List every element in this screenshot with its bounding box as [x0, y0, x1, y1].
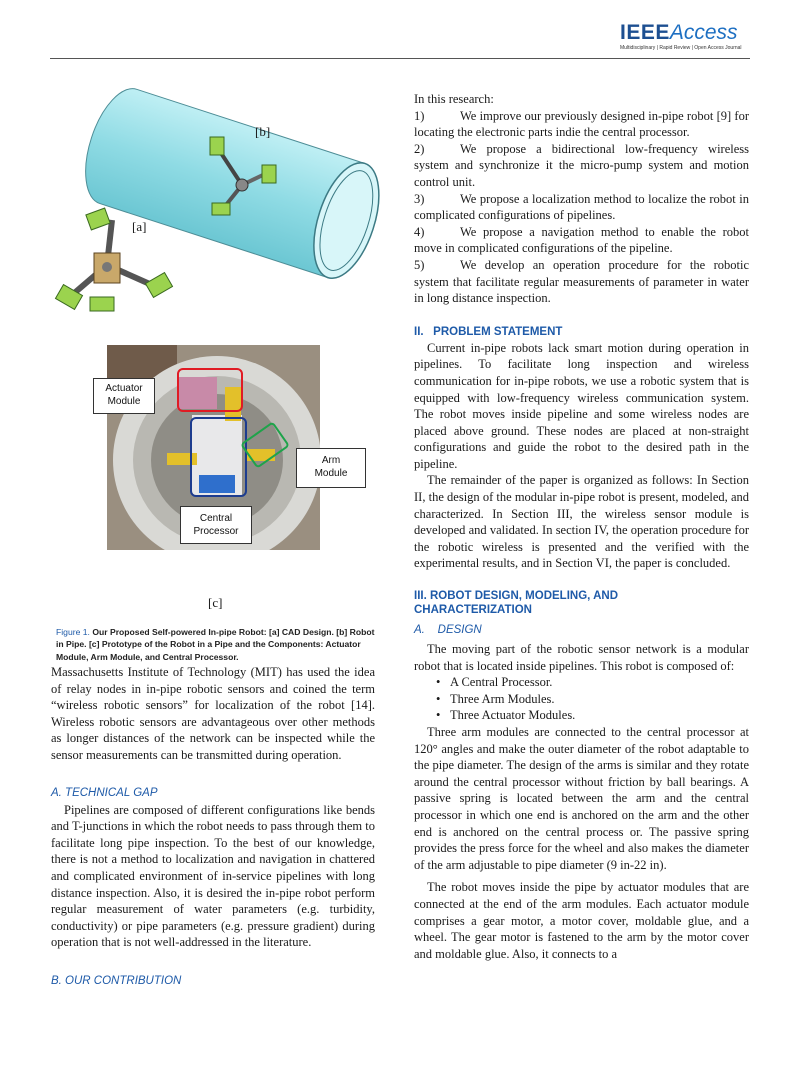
problem-paragraph: Current in-pipe robots lack smart motion during operation in pipelines. To facilitate long inspection and wireless communication for in-pipe robots, we use a robotic system that is equipped with low-frequency wireless communication system. The robot moves inside pipeline and some wireless nodes are placed above ground. These nodes are placed at non-straight configurations and guide the robot to the desired path in the pipeline.: [414, 340, 749, 471]
component-text: Three Arm Modules.: [450, 691, 555, 706]
callout-central-line1: Central: [199, 513, 233, 524]
contribution-list-item: [414, 257, 749, 307]
component-list-item: • Three Arm Modules.: [436, 691, 555, 706]
technical-gap-heading: A. TECHNICAL GAP: [51, 786, 158, 799]
callout-actuator-module: [93, 378, 155, 414]
contribution-num: 3): [414, 191, 425, 206]
contribution-text: We propose a navigation method to enable the robot move in complicated configurations of the pipeline.: [414, 224, 749, 256]
caption-text: Our Proposed Self-powered In-pipe Robot: [a] CAD Design. [b] Robot in Pipe. [c] Prototype of the Robot in a Pipe and the Components: Actuator Module, Arm Module, and Central Processor.: [56, 627, 375, 662]
figure-caption: [56, 626, 376, 663]
logo-ieee: IEEE: [620, 21, 670, 44]
logo-access: Access: [669, 21, 738, 44]
figure-label-b: [b]: [255, 124, 271, 139]
design-paragraph: The moving part of the robotic sensor network is a modular robot that is located inside pipelines. This robot is composed of:: [414, 642, 749, 673]
contribution-heading: B. OUR CONTRIBUTION: [51, 974, 182, 987]
contribution-list-item: [414, 108, 749, 141]
left-column: [51, 664, 375, 988]
callout-arm-line1: Arm: [321, 455, 341, 466]
intro-paragraph: Massachusetts Institute of Technology (MIT) has used the idea of relay nodes in in-pipe robotic sensors and coined the term “wireless robotic sensors” for localization of the robot [14]. Wireless robotic sensors are advantageous over other methods as longer distances of the network can be inspected while the sensor measurements can be transmitted during operation.: [51, 665, 375, 762]
contribution-num: 2): [414, 141, 425, 156]
right-column: [414, 91, 749, 962]
figure-cad-drawing: [52, 85, 382, 335]
technical-gap-paragraph: Pipelines are composed of different configurations like bends and T-junctions in which the robot needs to pass through them to facilitate long pipe inspection. To the best of our knowledge, there is not a method to localization and navigation in chattered and complicated environment of in-service pipelines with long distance inspection. Also, it is desired the in-pipe robot perform regular measurement of water parameters (e.g. turbidity, conductivity) or pipe parameters (e.g. pressure gradient) during operation that is not well-addressed in the literature.: [51, 802, 375, 950]
contribution-text: We develop an operation procedure for the robotic system that facilitate regular measurements of parameter in water in long distance inspection.: [414, 257, 749, 306]
callout-arm-line2: Module: [314, 468, 348, 479]
research-intro: In this research:: [414, 92, 494, 106]
callout-arm-module: [296, 448, 366, 488]
component-text: Three Actuator Modules.: [450, 708, 576, 723]
figure-label-c: [c]: [208, 595, 223, 610]
header-rule: [50, 58, 750, 59]
contribution-num: 5): [414, 257, 425, 272]
actuator-paragraph: The robot moves inside the pipe by actuator modules that are connected at the end of the arm modules. Each actuator module comprises a gear motor, a motor cover, moldable glue, and a wheel. The gear motor is fastened to the arm by the motor cover and moldable glue. Also, it connects to a: [414, 880, 749, 961]
contribution-text: We propose a bidirectional low-frequency wireless system and synchronize it the micro-pump system and motion control unit.: [414, 141, 749, 189]
figure-label-a: [a]: [132, 219, 147, 234]
contribution-num: 4): [414, 224, 425, 239]
contribution-list-item: [414, 141, 749, 191]
actuator-highlight: [177, 368, 243, 412]
contribution-list-item: [414, 224, 749, 257]
callout-actuator-line2: Module: [107, 396, 141, 407]
callout-central-processor: [180, 506, 252, 544]
component-text: A Central Processor.: [450, 675, 553, 690]
component-list-item: • A Central Processor.: [436, 675, 553, 690]
remainder-paragraph: The remainder of the paper is organized as follows: In Section II, the design of the modular in-pipe robot is present, modeled, and characterized. In Section III, the wireless sensor module is developed and validated. In section IV, the operation procedure for the robotic wireless is presented and the verified with the experimental results, and in Section VI, the paper is concluded.: [414, 473, 749, 571]
contribution-text: We propose a localization method to localize the robot in complicated configurations of pipelines.: [414, 191, 749, 223]
design-heading-line2: CHARACTERIZATION: [414, 604, 532, 617]
logo-tagline: Multidisciplinary | Rapid Review | Open Access Journal: [620, 45, 742, 51]
caption-label: Figure 1.: [56, 627, 90, 637]
ieee-access-logo: [620, 22, 748, 51]
central-processor-highlight: [190, 417, 247, 497]
design-subheading: A. DESIGN: [414, 624, 482, 637]
component-list-item: • Three Actuator Modules.: [436, 708, 576, 723]
contribution-num: 1): [414, 108, 425, 123]
contribution-list-item: [414, 191, 749, 224]
callout-central-line2: Processor: [193, 526, 239, 537]
robot-cad-drawing: [55, 208, 172, 311]
callout-actuator-line1: Actuator: [105, 383, 143, 394]
contribution-text: We improve our previously designed in-pipe robot [9] for locating the electronic parts indie the central processor.: [414, 108, 749, 140]
problem-statement-heading: II. PROBLEM STATEMENT: [414, 325, 563, 338]
design-heading-line1: III. ROBOT DESIGN, MODELING, AND: [414, 590, 619, 603]
arms-paragraph: Three arm modules are connected to the central processor at 120° angles and make the outer diameter of the robot adaptable to the pipe diameter. The design of the arms is similar and they rotate around the central processor without friction by ball bearings. A passive spring is located between the arm and the central processor in which one end is anchored on the arm and the other end is anchored on the central process or. The passive spring provides the press force for the wheel and also makes the diameter of the arm adjustable to pipe diameter (9 in-22 in).: [414, 725, 749, 872]
